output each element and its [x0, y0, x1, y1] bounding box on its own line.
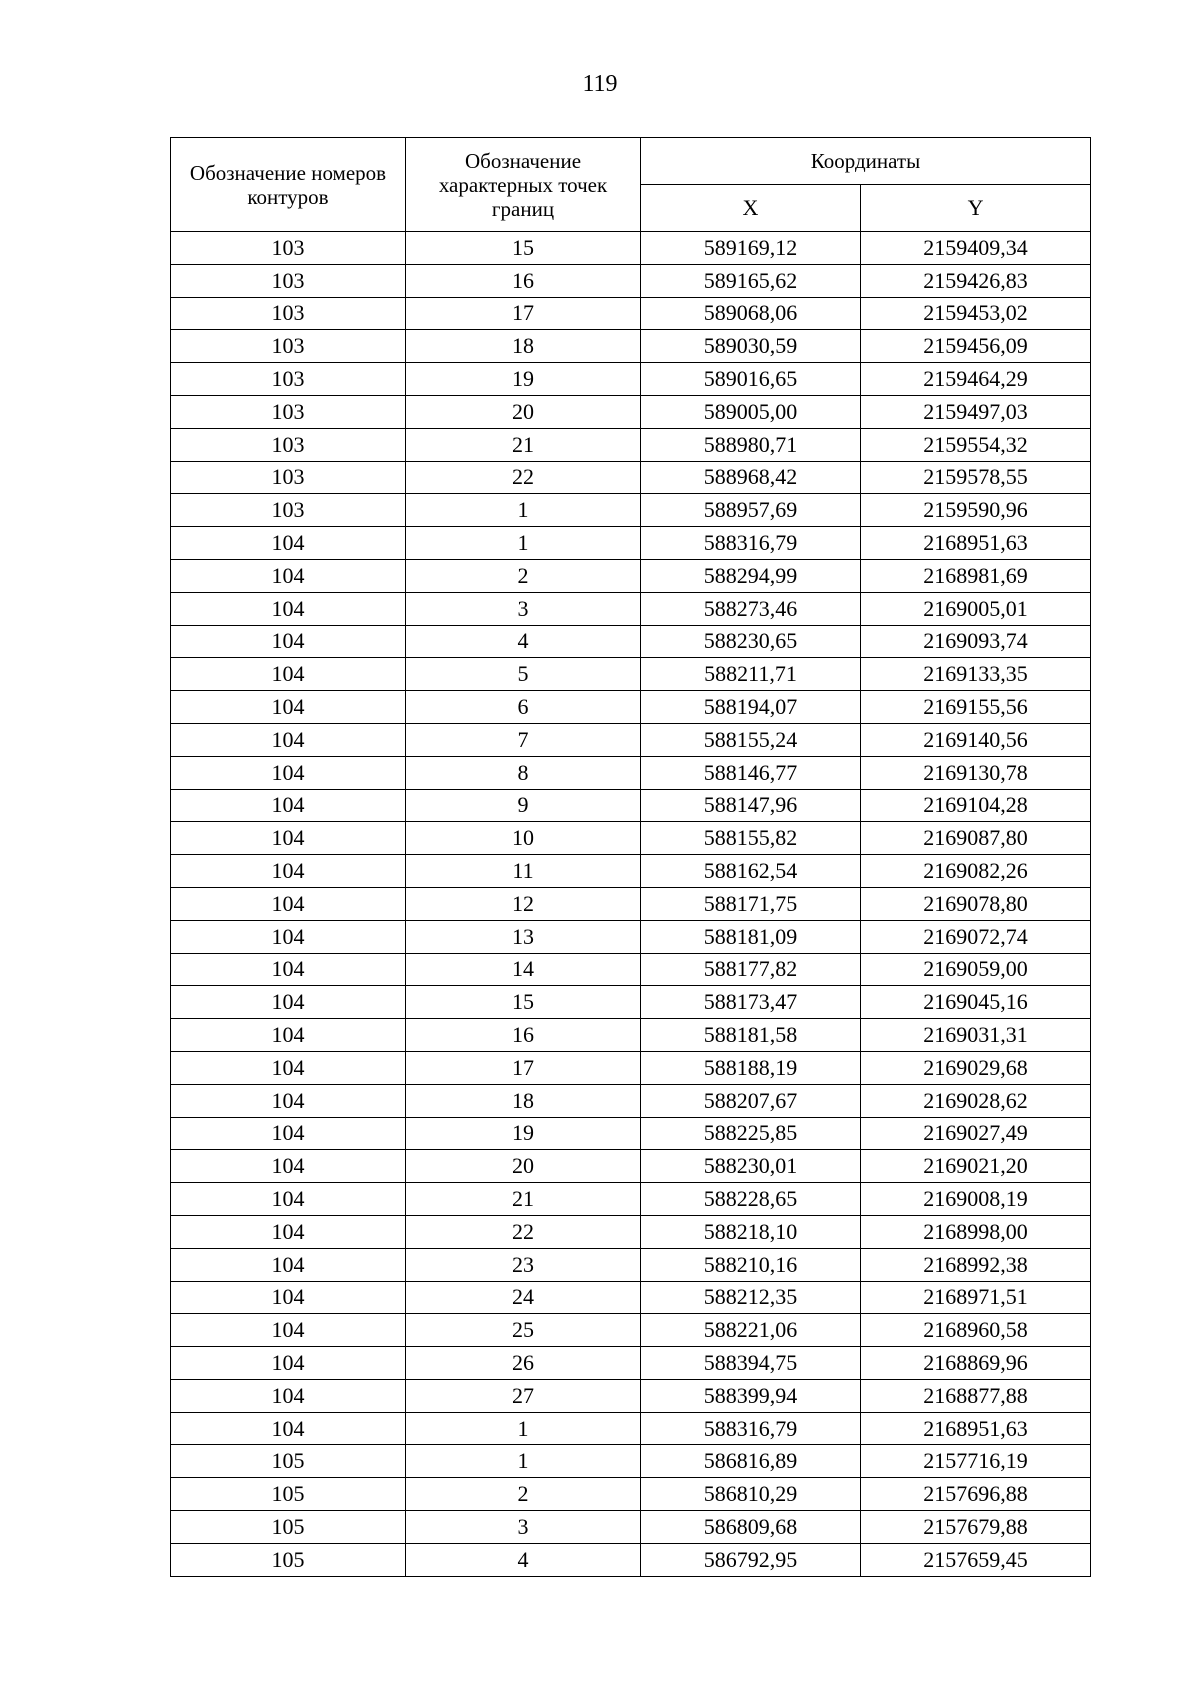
table-row — [171, 625, 1091, 658]
cell-point: 16 — [406, 1019, 641, 1052]
cell-x: 589169,12 — [641, 232, 861, 265]
cell-point: 19 — [406, 1117, 641, 1150]
cell-y: 2159464,29 — [861, 363, 1091, 396]
cell-contour: 105 — [171, 1511, 406, 1544]
cell-x: 588181,58 — [641, 1019, 861, 1052]
cell-point: 21 — [406, 1183, 641, 1216]
cell-x: 589165,62 — [641, 264, 861, 297]
table-row — [171, 395, 1091, 428]
table-row — [171, 1019, 1091, 1052]
cell-contour: 103 — [171, 232, 406, 265]
cell-point: 20 — [406, 395, 641, 428]
cell-point: 2 — [406, 1478, 641, 1511]
cell-y: 2159554,32 — [861, 428, 1091, 461]
cell-point: 18 — [406, 1084, 641, 1117]
table-body — [171, 232, 1091, 1577]
cell-y: 2169104,28 — [861, 789, 1091, 822]
cell-y: 2168877,88 — [861, 1379, 1091, 1412]
cell-contour: 104 — [171, 723, 406, 756]
cell-y: 2169021,20 — [861, 1150, 1091, 1183]
cell-contour: 104 — [171, 559, 406, 592]
table-row — [171, 1051, 1091, 1084]
cell-y: 2169045,16 — [861, 986, 1091, 1019]
cell-x: 589030,59 — [641, 330, 861, 363]
table-row — [171, 887, 1091, 920]
page-number: 119 — [582, 71, 618, 97]
cell-y: 2159578,55 — [861, 461, 1091, 494]
cell-x: 588221,06 — [641, 1314, 861, 1347]
cell-point: 1 — [406, 1445, 641, 1478]
cell-x: 588394,75 — [641, 1347, 861, 1380]
table-row — [171, 363, 1091, 396]
cell-y: 2168971,51 — [861, 1281, 1091, 1314]
table-header — [171, 138, 1091, 232]
cell-point: 1 — [406, 494, 641, 527]
cell-point: 10 — [406, 822, 641, 855]
cell-x: 588211,71 — [641, 658, 861, 691]
cell-point: 26 — [406, 1347, 641, 1380]
cell-contour: 104 — [171, 1150, 406, 1183]
cell-y: 2169133,35 — [861, 658, 1091, 691]
cell-y: 2169087,80 — [861, 822, 1091, 855]
cell-contour: 103 — [171, 395, 406, 428]
table-row — [171, 1150, 1091, 1183]
cell-point: 7 — [406, 723, 641, 756]
table-row — [171, 330, 1091, 363]
cell-y: 2169031,31 — [861, 1019, 1091, 1052]
cell-point: 23 — [406, 1248, 641, 1281]
table-row — [171, 1478, 1091, 1511]
cell-point: 20 — [406, 1150, 641, 1183]
cell-contour: 103 — [171, 363, 406, 396]
cell-x: 588194,07 — [641, 691, 861, 724]
cell-x: 589016,65 — [641, 363, 861, 396]
cell-x: 588181,09 — [641, 920, 861, 953]
cell-contour: 105 — [171, 1478, 406, 1511]
cell-contour: 104 — [171, 1347, 406, 1380]
cell-point: 22 — [406, 461, 641, 494]
cell-point: 9 — [406, 789, 641, 822]
cell-x: 588177,82 — [641, 953, 861, 986]
cell-x: 588399,94 — [641, 1379, 861, 1412]
table-row — [171, 658, 1091, 691]
cell-x: 588980,71 — [641, 428, 861, 461]
cell-x: 588228,65 — [641, 1183, 861, 1216]
cell-contour: 104 — [171, 1084, 406, 1117]
cell-x: 588188,19 — [641, 1051, 861, 1084]
cell-x: 588230,01 — [641, 1150, 861, 1183]
cell-y: 2169059,00 — [861, 953, 1091, 986]
cell-contour: 104 — [171, 953, 406, 986]
cell-y: 2159409,34 — [861, 232, 1091, 265]
table-row — [171, 1347, 1091, 1380]
cell-y: 2169140,56 — [861, 723, 1091, 756]
cell-contour: 103 — [171, 461, 406, 494]
cell-y: 2168981,69 — [861, 559, 1091, 592]
cell-point: 17 — [406, 297, 641, 330]
cell-point: 24 — [406, 1281, 641, 1314]
cell-y: 2157659,45 — [861, 1543, 1091, 1576]
cell-point: 1 — [406, 1412, 641, 1445]
cell-y: 2159453,02 — [861, 297, 1091, 330]
table-row — [171, 264, 1091, 297]
table-row — [171, 232, 1091, 265]
cell-point: 19 — [406, 363, 641, 396]
cell-contour: 104 — [171, 822, 406, 855]
cell-contour: 104 — [171, 1051, 406, 1084]
cell-contour: 104 — [171, 527, 406, 560]
cell-x: 586810,29 — [641, 1478, 861, 1511]
cell-point: 15 — [406, 232, 641, 265]
header-x: X — [641, 185, 861, 232]
cell-x: 586809,68 — [641, 1511, 861, 1544]
cell-y: 2169027,49 — [861, 1117, 1091, 1150]
cell-point: 3 — [406, 1511, 641, 1544]
cell-x: 588171,75 — [641, 887, 861, 920]
cell-y: 2168960,58 — [861, 1314, 1091, 1347]
cell-x: 588173,47 — [641, 986, 861, 1019]
cell-y: 2157696,88 — [861, 1478, 1091, 1511]
table-row — [171, 920, 1091, 953]
cell-x: 588294,99 — [641, 559, 861, 592]
cell-point: 5 — [406, 658, 641, 691]
table-row — [171, 789, 1091, 822]
table-row — [171, 1543, 1091, 1576]
table-row — [171, 1248, 1091, 1281]
table-row — [171, 1117, 1091, 1150]
cell-x: 588225,85 — [641, 1117, 861, 1150]
cell-y: 2159590,96 — [861, 494, 1091, 527]
cell-point: 6 — [406, 691, 641, 724]
cell-y: 2168992,38 — [861, 1248, 1091, 1281]
header-y: Y — [861, 185, 1091, 232]
cell-x: 588146,77 — [641, 756, 861, 789]
cell-x: 588968,42 — [641, 461, 861, 494]
cell-point: 12 — [406, 887, 641, 920]
cell-point: 13 — [406, 920, 641, 953]
cell-x: 586792,95 — [641, 1543, 861, 1576]
table-row — [171, 527, 1091, 560]
cell-x: 589068,06 — [641, 297, 861, 330]
table-row — [171, 428, 1091, 461]
table-row — [171, 559, 1091, 592]
cell-contour: 104 — [171, 756, 406, 789]
cell-y: 2168998,00 — [861, 1215, 1091, 1248]
table-row — [171, 1084, 1091, 1117]
cell-contour: 103 — [171, 494, 406, 527]
cell-contour: 104 — [171, 1215, 406, 1248]
table-row — [171, 1215, 1091, 1248]
cell-x: 588210,16 — [641, 1248, 861, 1281]
cell-contour: 104 — [171, 1412, 406, 1445]
cell-y: 2169028,62 — [861, 1084, 1091, 1117]
cell-point: 18 — [406, 330, 641, 363]
cell-contour: 104 — [171, 1314, 406, 1347]
cell-y: 2159426,83 — [861, 264, 1091, 297]
cell-contour: 104 — [171, 658, 406, 691]
cell-point: 17 — [406, 1051, 641, 1084]
cell-x: 588316,79 — [641, 1412, 861, 1445]
cell-point: 21 — [406, 428, 641, 461]
cell-y: 2169005,01 — [861, 592, 1091, 625]
cell-contour: 104 — [171, 920, 406, 953]
cell-x: 586816,89 — [641, 1445, 861, 1478]
cell-contour: 105 — [171, 1445, 406, 1478]
cell-point: 22 — [406, 1215, 641, 1248]
cell-point: 14 — [406, 953, 641, 986]
cell-contour: 104 — [171, 1019, 406, 1052]
cell-y: 2168951,63 — [861, 1412, 1091, 1445]
cell-point: 3 — [406, 592, 641, 625]
cell-y: 2169029,68 — [861, 1051, 1091, 1084]
table-row — [171, 461, 1091, 494]
cell-contour: 104 — [171, 1248, 406, 1281]
cell-contour: 104 — [171, 625, 406, 658]
table-row — [171, 494, 1091, 527]
cell-contour: 104 — [171, 691, 406, 724]
cell-contour: 104 — [171, 1281, 406, 1314]
cell-y: 2169130,78 — [861, 756, 1091, 789]
table-row — [171, 723, 1091, 756]
header-contour-number: Обозначение номеров контуров — [171, 138, 406, 232]
cell-contour: 103 — [171, 264, 406, 297]
cell-contour: 104 — [171, 789, 406, 822]
cell-point: 8 — [406, 756, 641, 789]
cell-point: 1 — [406, 527, 641, 560]
cell-point: 4 — [406, 625, 641, 658]
cell-y: 2169078,80 — [861, 887, 1091, 920]
table-row — [171, 1314, 1091, 1347]
table-row — [171, 297, 1091, 330]
cell-y: 2159497,03 — [861, 395, 1091, 428]
table-row — [171, 1412, 1091, 1445]
cell-point: 4 — [406, 1543, 641, 1576]
cell-contour: 104 — [171, 855, 406, 888]
header-point-designation: Обозначение характерных точек границ — [406, 138, 641, 232]
cell-point: 16 — [406, 264, 641, 297]
cell-x: 588230,65 — [641, 625, 861, 658]
cell-x: 588212,35 — [641, 1281, 861, 1314]
table-row — [171, 822, 1091, 855]
cell-x: 588207,67 — [641, 1084, 861, 1117]
cell-point: 15 — [406, 986, 641, 1019]
header-coordinates: Координаты — [641, 138, 1091, 185]
cell-point: 25 — [406, 1314, 641, 1347]
cell-x: 588273,46 — [641, 592, 861, 625]
cell-x: 588155,82 — [641, 822, 861, 855]
cell-point: 27 — [406, 1379, 641, 1412]
cell-x: 588162,54 — [641, 855, 861, 888]
cell-y: 2168951,63 — [861, 527, 1091, 560]
cell-y: 2159456,09 — [861, 330, 1091, 363]
cell-contour: 105 — [171, 1543, 406, 1576]
cell-contour: 103 — [171, 330, 406, 363]
cell-contour: 104 — [171, 1183, 406, 1216]
cell-y: 2168869,96 — [861, 1347, 1091, 1380]
cell-y: 2169072,74 — [861, 920, 1091, 953]
table-row — [171, 691, 1091, 724]
cell-contour: 103 — [171, 297, 406, 330]
cell-x: 588155,24 — [641, 723, 861, 756]
cell-x: 588957,69 — [641, 494, 861, 527]
cell-point: 11 — [406, 855, 641, 888]
table-row — [171, 855, 1091, 888]
table-row — [171, 986, 1091, 1019]
table-row — [171, 1511, 1091, 1544]
table-row — [171, 1281, 1091, 1314]
cell-y: 2169093,74 — [861, 625, 1091, 658]
table-row — [171, 1183, 1091, 1216]
cell-contour: 104 — [171, 887, 406, 920]
coordinates-table — [170, 137, 1091, 1577]
cell-point: 2 — [406, 559, 641, 592]
cell-y: 2169155,56 — [861, 691, 1091, 724]
cell-contour: 103 — [171, 428, 406, 461]
cell-x: 588218,10 — [641, 1215, 861, 1248]
table-row — [171, 1379, 1091, 1412]
table-row — [171, 756, 1091, 789]
table-row — [171, 1445, 1091, 1478]
table-row — [171, 592, 1091, 625]
cell-contour: 104 — [171, 1379, 406, 1412]
cell-y: 2157716,19 — [861, 1445, 1091, 1478]
cell-x: 588316,79 — [641, 527, 861, 560]
cell-x: 588147,96 — [641, 789, 861, 822]
cell-contour: 104 — [171, 986, 406, 1019]
table-row — [171, 953, 1091, 986]
cell-x: 589005,00 — [641, 395, 861, 428]
cell-contour: 104 — [171, 1117, 406, 1150]
cell-y: 2169082,26 — [861, 855, 1091, 888]
cell-y: 2157679,88 — [861, 1511, 1091, 1544]
cell-contour: 104 — [171, 592, 406, 625]
cell-y: 2169008,19 — [861, 1183, 1091, 1216]
